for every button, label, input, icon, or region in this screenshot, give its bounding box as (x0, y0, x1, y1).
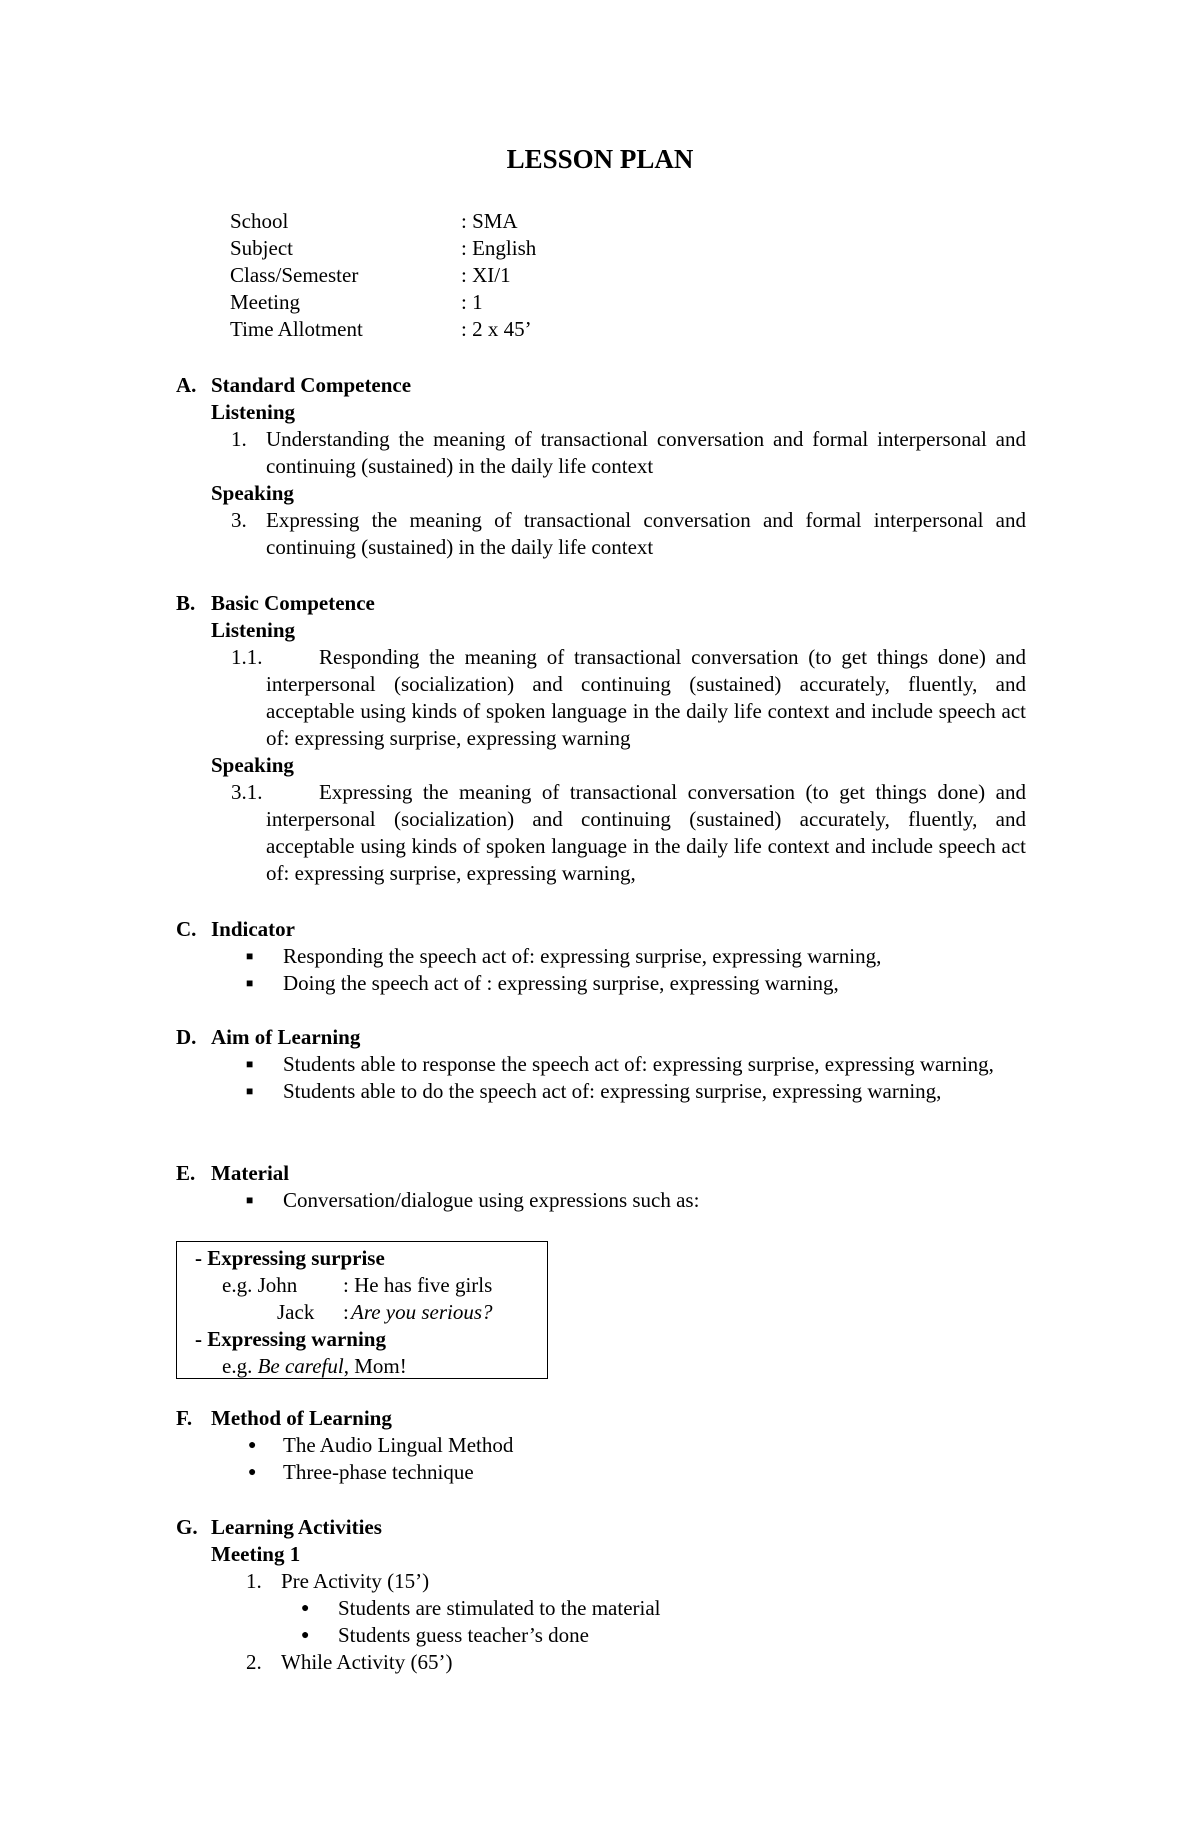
step-text: While Activity (65’) (281, 1650, 453, 1674)
item-text: Students are stimulated to the material (338, 1596, 661, 1620)
step-number: 2. (246, 1650, 262, 1674)
example-speaker: Jack (277, 1300, 315, 1324)
subheading-meeting: Meeting 1 (211, 1542, 301, 1566)
info-key: School (230, 209, 289, 233)
info-value: : English (461, 236, 537, 260)
item-text: Conversation/dialogue using expressions such as: (283, 1188, 700, 1212)
section-title: Material (211, 1161, 290, 1185)
item-text: Students able to response the speech act of: expressing surprise, expressing warning, (283, 1052, 994, 1076)
item-text: Responding the speech act of: expressing surprise, expressing warning, (283, 944, 882, 968)
section-material (176, 1160, 1026, 1214)
info-row-school (230, 208, 830, 235)
bullet-item (211, 1459, 1026, 1486)
item-text: Three-phase technique (283, 1460, 474, 1484)
item-number: 3. (231, 508, 247, 532)
subheading-speaking: Speaking (211, 481, 294, 505)
item-text: Doing the speech act of : expressing surprise, expressing warning, (283, 971, 839, 995)
info-value: : 1 (461, 290, 483, 314)
section-heading (176, 1514, 1026, 1541)
item-text: Expressing the meaning of transactional conversation (to get things done) and interpersonal (socialization) and continuing (sustained) accurately, fluently, and acceptable using kinds of spoken language in the daily life context and include speech act of: expressing surprise, expressing warning, (266, 780, 1026, 885)
section-heading (176, 372, 1026, 399)
section-title: Indicator (211, 917, 295, 941)
square-bullet-icon: ■ (246, 1084, 254, 1098)
info-key: Time Allotment (230, 317, 363, 341)
info-value: : 2 x 45’ (461, 317, 532, 341)
square-bullet-icon: ■ (246, 1193, 254, 1207)
expressions-box (176, 1241, 548, 1379)
info-value: : SMA (461, 209, 518, 233)
section-aim-of-learning (176, 1024, 1026, 1105)
square-bullet-icon: ■ (246, 976, 254, 990)
bullet-item (211, 1432, 1026, 1459)
section-letter: B. (176, 591, 196, 615)
example-speaker: e.g. John (222, 1273, 298, 1297)
numbered-item (231, 426, 1026, 480)
info-value: : XI/1 (461, 263, 511, 287)
section-title: Aim of Learning (211, 1025, 361, 1049)
item-text: Students able to do the speech act of: expressing surprise, expressing warning, (283, 1079, 942, 1103)
example-utterance: Are you serious? (351, 1300, 493, 1324)
document-title: LESSON PLAN (506, 144, 694, 174)
section-method-of-learning (176, 1405, 1026, 1486)
info-key: Class/Semester (230, 263, 359, 287)
example-line (195, 1272, 547, 1299)
item-number: 1.1. (231, 645, 263, 669)
info-key: Meeting (230, 290, 300, 314)
bullet-item (211, 943, 1026, 970)
example-line (195, 1353, 547, 1380)
bullet-item (211, 970, 1026, 997)
section-title: Basic Competence (211, 591, 375, 615)
section-heading (176, 1160, 1026, 1187)
bullet-item (211, 1187, 1026, 1214)
section-heading (176, 916, 1026, 943)
section-standard-competence (176, 372, 1026, 561)
item-number: 1. (231, 427, 247, 451)
bullet-item (211, 1051, 1026, 1078)
info-table (230, 208, 830, 343)
section-heading (176, 1405, 1026, 1432)
item-text: Expressing the meaning of transactional conversation and formal interpersonal and continuing (sustained) in the daily life context (266, 508, 1026, 559)
example-line (195, 1299, 547, 1326)
section-title: Method of Learning (211, 1406, 392, 1430)
example-utterance: : He has five girls (343, 1273, 493, 1297)
section-heading (176, 1024, 1026, 1051)
expression-heading-surprise: - Expressing surprise (195, 1246, 385, 1270)
info-row-time (230, 316, 830, 343)
item-text: The Audio Lingual Method (283, 1433, 514, 1457)
info-row-class (230, 262, 830, 289)
subheading-listening: Listening (211, 618, 296, 642)
section-letter: A. (176, 373, 197, 397)
section-letter: E. (176, 1161, 196, 1185)
bullet-item (301, 1595, 1026, 1622)
item-text: Students guess teacher’s done (338, 1623, 589, 1647)
section-basic-competence (176, 590, 1026, 887)
info-key: Subject (230, 236, 293, 260)
example-utterance-italic: Be careful (257, 1354, 344, 1378)
numbered-item (231, 779, 1026, 887)
square-bullet-icon: ■ (246, 1057, 254, 1071)
section-letter: C. (176, 917, 197, 941)
section-indicator (176, 916, 1026, 997)
numbered-item (231, 507, 1026, 561)
round-bullet-icon: ● (301, 1628, 310, 1643)
activity-step (246, 1649, 1026, 1676)
section-letter: F. (176, 1406, 193, 1430)
example-colon: : (343, 1300, 349, 1324)
subheading-speaking: Speaking (211, 753, 294, 777)
section-learning-activities (176, 1514, 1026, 1676)
numbered-item (231, 644, 1026, 752)
step-text: Pre Activity (15’) (281, 1569, 430, 1593)
bullet-item (301, 1622, 1026, 1649)
section-title: Standard Competence (211, 373, 412, 397)
step-number: 1. (246, 1569, 262, 1593)
section-letter: G. (176, 1515, 198, 1539)
section-heading (176, 590, 1026, 617)
square-bullet-icon: ■ (246, 949, 254, 963)
item-text: Responding the meaning of transactional conversation (to get things done) and interpersonal (socialization) and continuing (sustained) accurately, fluently, and acceptable using kinds of spoken language in the daily life context and include speech act of: expressing surprise, expressing warning (266, 645, 1026, 750)
activity-step (246, 1568, 1026, 1595)
round-bullet-icon: ● (248, 1438, 257, 1453)
section-letter: D. (176, 1025, 197, 1049)
item-text: Understanding the meaning of transactional conversation and formal interpersonal and continuing (sustained) in the daily life context (266, 427, 1026, 478)
item-number: 3.1. (231, 780, 263, 804)
info-row-subject (230, 235, 830, 262)
info-row-meeting (230, 289, 830, 316)
bullet-item (211, 1078, 1026, 1105)
expression-heading-warning: - Expressing warning (195, 1327, 386, 1351)
round-bullet-icon: ● (301, 1601, 310, 1616)
example-utterance-rest: , Mom! (343, 1354, 407, 1378)
round-bullet-icon: ● (248, 1465, 257, 1480)
example-prefix: e.g. (222, 1354, 253, 1378)
subheading-listening: Listening (211, 400, 296, 424)
section-title: Learning Activities (211, 1515, 382, 1539)
